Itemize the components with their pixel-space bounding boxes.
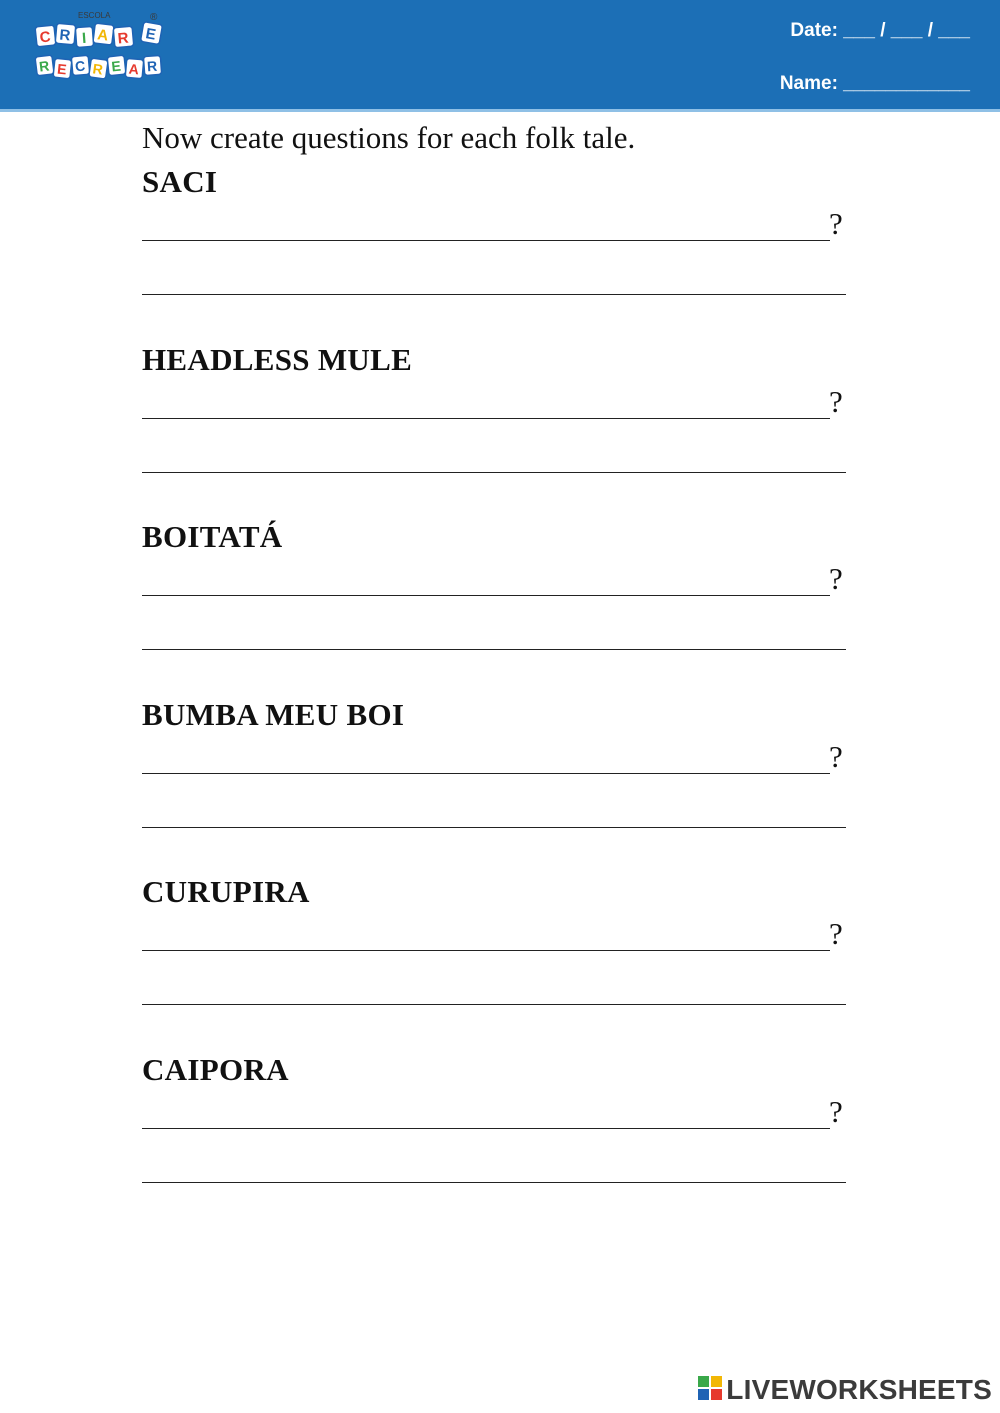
svg-text:ESCOLA: ESCOLA xyxy=(78,11,111,20)
question-line[interactable] xyxy=(142,1128,830,1129)
question-line[interactable] xyxy=(142,595,830,596)
section-title: HEADLESS MULE xyxy=(142,341,413,377)
section-headless-mule xyxy=(142,336,862,514)
svg-text:E: E xyxy=(56,60,68,78)
svg-text:E: E xyxy=(144,25,158,44)
question-mark: ? xyxy=(829,916,843,951)
answer-line[interactable] xyxy=(142,1004,846,1005)
question-mark: ? xyxy=(829,738,843,774)
section-title: BOITATÁ xyxy=(142,519,283,554)
answer-line[interactable] xyxy=(142,649,846,650)
svg-text:R: R xyxy=(58,26,72,45)
question-mark: ? xyxy=(829,206,843,241)
svg-text:E: E xyxy=(110,57,122,75)
worksheet-body xyxy=(142,118,862,1223)
liveworksheets-brand: LIVEWORKSHEETS xyxy=(726,1374,992,1405)
question-line[interactable] xyxy=(142,240,830,241)
question-line[interactable] xyxy=(142,773,830,774)
answer-line[interactable] xyxy=(142,1182,846,1183)
answer-line[interactable] xyxy=(142,472,846,473)
svg-text:R: R xyxy=(116,29,130,48)
svg-text:C: C xyxy=(74,57,86,75)
date-field[interactable]: Date: ___ / ___ / ___ xyxy=(790,20,970,41)
svg-text:A: A xyxy=(96,26,110,45)
svg-text:R: R xyxy=(146,57,158,75)
worksheet-instruction: Now create questions for each folk tale. xyxy=(142,120,636,155)
svg-text:R: R xyxy=(91,60,104,78)
answer-line[interactable] xyxy=(142,827,846,828)
section-boitata xyxy=(142,513,862,691)
liveworksheets-watermark xyxy=(698,1373,992,1407)
svg-text:C: C xyxy=(38,28,52,47)
section-curupira xyxy=(142,868,862,1046)
section-title: CAIPORA xyxy=(142,1051,289,1087)
section-saci xyxy=(142,158,862,336)
criar-e-recrear-logo-icon xyxy=(30,6,175,96)
section-title: CURUPIRA xyxy=(142,874,310,909)
section-title: SACI xyxy=(142,164,218,199)
question-line[interactable] xyxy=(142,950,830,951)
svg-text:A: A xyxy=(128,60,140,78)
question-mark: ? xyxy=(829,1093,843,1129)
section-title: BUMBA MEU BOI xyxy=(142,696,405,732)
liveworksheets-logo-icon xyxy=(698,1376,722,1405)
page-header xyxy=(0,0,1000,112)
svg-text:I: I xyxy=(81,29,87,48)
question-mark: ? xyxy=(829,561,843,596)
name-field[interactable]: Name: ____________ xyxy=(779,73,970,94)
school-logo xyxy=(30,6,175,96)
section-caipora xyxy=(142,1046,862,1224)
answer-line[interactable] xyxy=(142,294,846,295)
question-line[interactable] xyxy=(142,418,830,419)
section-bumba-meu-boi xyxy=(142,691,862,869)
question-mark: ? xyxy=(829,383,843,419)
svg-text:®: ® xyxy=(150,12,158,23)
svg-text:R: R xyxy=(38,57,51,75)
